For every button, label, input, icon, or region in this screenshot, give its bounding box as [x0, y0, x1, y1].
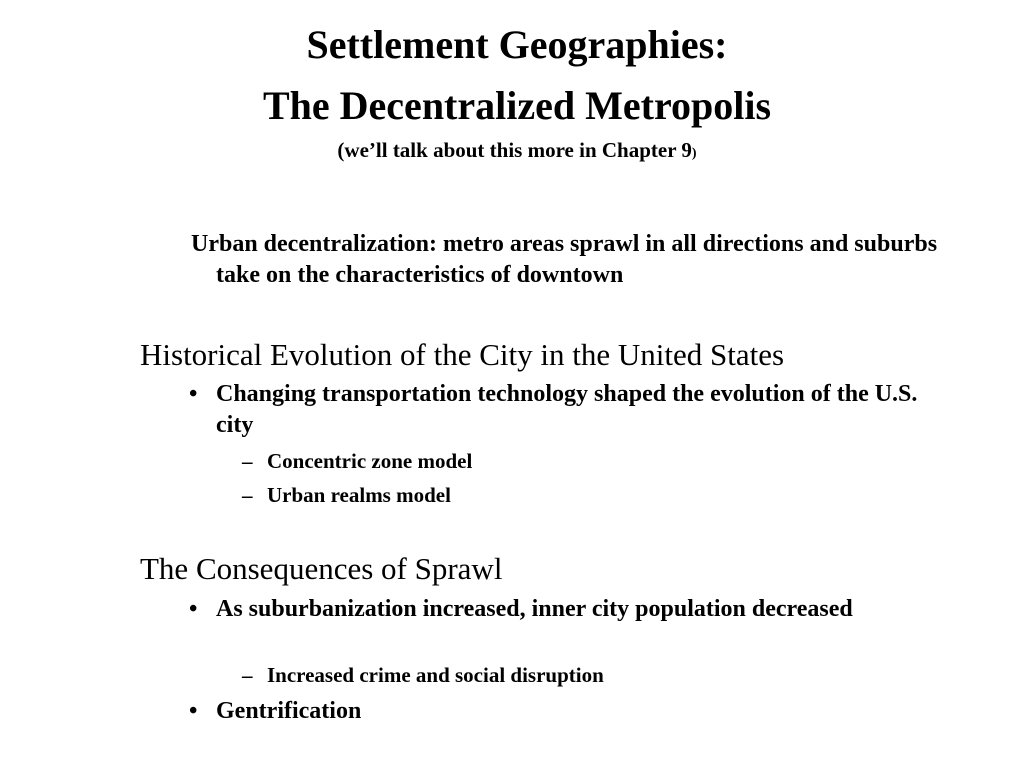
bullet-marker: •: [189, 698, 198, 724]
section-heading-historical-evolution: Historical Evolution of the City in the United States: [140, 337, 785, 372]
sub-bullet-text: Urban realms model: [267, 483, 451, 507]
bullet-marker: •: [189, 381, 198, 407]
slide-title-line-1: Settlement Geographies:: [306, 22, 728, 67]
dash-marker: –: [242, 483, 253, 507]
bullet-text: As suburbanization increased, inner city population decreased: [216, 596, 853, 622]
sub-bullet-concentric-zone: [242, 448, 472, 474]
bullet-gentrification: [189, 696, 959, 727]
section-heading-consequences-of-sprawl: The Consequences of Sprawl: [140, 551, 503, 586]
slide-title-line-2: The Decentralized Metropolis: [262, 83, 772, 128]
intro-paragraph: Urban decentralization: metro areas sprawl in all directions and suburbs take on the characteristics of downtown: [191, 231, 938, 288]
subtitle-text: (we’ll talk about this more in Chapter 9: [337, 138, 692, 162]
bullet-text: Changing transportation technology shaped the evolution of the U.S. city: [216, 381, 918, 438]
dash-marker: –: [242, 663, 253, 687]
slide-subtitle: [0, 138, 1024, 166]
sub-bullet-crime: [242, 662, 604, 688]
bullet-text: Gentrification: [216, 698, 362, 724]
bullet-suburbanization: [189, 594, 959, 625]
dash-marker: –: [242, 449, 253, 473]
subtitle-close-paren: ): [691, 146, 697, 161]
sub-bullet-text: Concentric zone model: [267, 449, 473, 473]
bullet-transportation: [189, 379, 959, 441]
sub-bullet-urban-realms: [242, 482, 451, 508]
bullet-marker: •: [189, 596, 198, 622]
sub-bullet-text: Increased crime and social disruption: [267, 663, 604, 687]
